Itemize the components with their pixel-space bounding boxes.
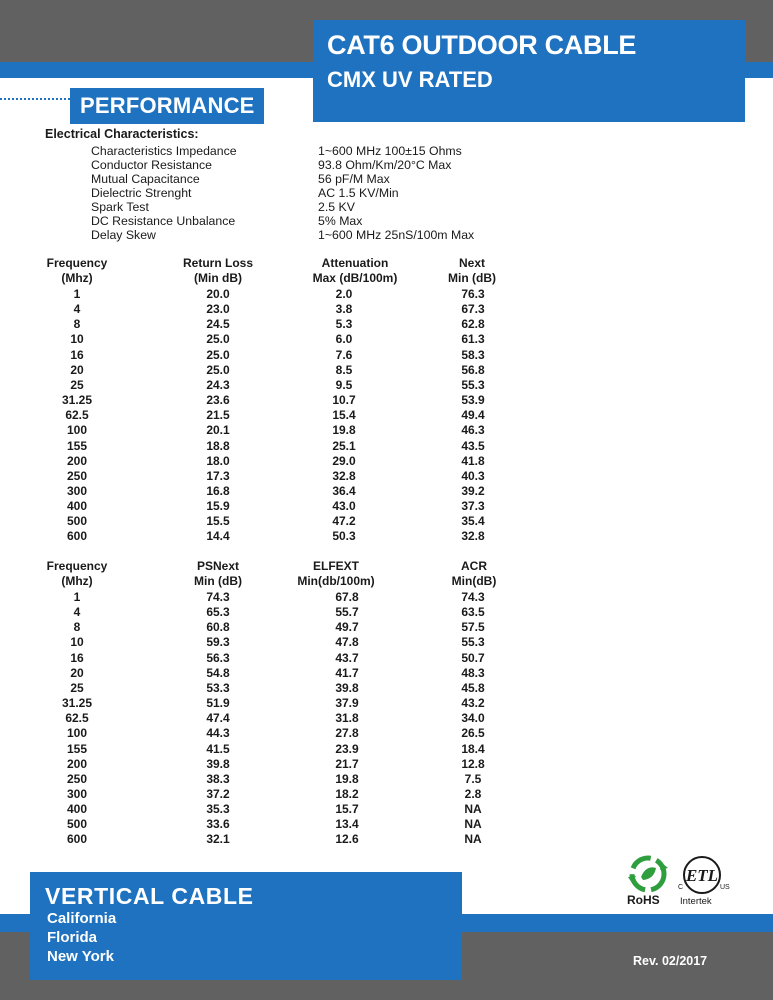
table-cell: 500 — [66, 817, 88, 832]
table-cell: 2.0 — [335, 287, 353, 301]
column-header: Attenuation — [321, 256, 389, 270]
table-cell: 76.3 — [461, 287, 485, 301]
table-row — [0, 666, 773, 681]
table-cell: 53.3 — [206, 680, 230, 695]
table-row — [0, 681, 773, 696]
column-header: (Mhz) — [61, 271, 93, 285]
table-row — [0, 817, 773, 832]
section-title: PERFORMANCE — [80, 93, 255, 118]
electrical-name: Conductor Resistance — [91, 158, 212, 172]
table-row — [0, 635, 773, 650]
etl-us-label: US — [720, 884, 730, 891]
electrical-heading: Electrical Characteristics: — [45, 127, 199, 141]
table-row — [0, 726, 773, 741]
table-cell: 35.4 — [461, 514, 485, 529]
table-cell: 9.5 — [335, 377, 353, 392]
table-cell: 15.5 — [206, 514, 230, 529]
table-cell: 39.8 — [206, 756, 230, 771]
table-cell: 29.0 — [332, 453, 356, 468]
table-cell: 31.8 — [335, 711, 359, 726]
table-cell: 1 — [73, 287, 81, 301]
table-row — [0, 620, 773, 635]
etl-intertek-icon — [674, 853, 732, 897]
intertek-label: Intertek — [680, 896, 712, 907]
table-cell: 1 — [73, 590, 81, 604]
table-cell: 25.0 — [206, 347, 230, 362]
table-cell: 25.0 — [206, 332, 230, 347]
electrical-value: 93.8 Ohm/Km/20°C Max — [318, 158, 452, 172]
location-new-york: New York — [47, 948, 114, 965]
table-row — [0, 287, 773, 302]
table-cell: 54.8 — [206, 665, 230, 680]
table-cell: 44.3 — [206, 726, 230, 741]
table-cell: 100 — [66, 423, 88, 438]
table-cell: 8.5 — [335, 362, 353, 377]
table-cell: 20 — [70, 665, 84, 680]
page-subtitle: CMX UV RATED — [327, 67, 493, 92]
table-cell: 47.4 — [206, 711, 230, 726]
table-cell: 7.5 — [464, 771, 482, 786]
table-row — [0, 423, 773, 438]
table-cell: 18.8 — [206, 438, 230, 453]
table-cell: 25.0 — [206, 362, 230, 377]
table-cell: 74.3 — [206, 590, 230, 604]
column-header: Max (dB/100m) — [312, 271, 398, 285]
electrical-value: 1~600 MHz 25nS/100m Max — [318, 228, 475, 242]
table-cell: 59.3 — [206, 635, 230, 650]
electrical-value: 2.5 KV — [318, 200, 355, 214]
table-cell: 200 — [66, 756, 88, 771]
table-cell: 41.8 — [461, 453, 485, 468]
table-row — [0, 832, 773, 847]
table-row — [0, 529, 773, 544]
table-cell: 155 — [66, 438, 88, 453]
table-cell: 27.8 — [335, 726, 359, 741]
table-cell: 400 — [66, 499, 88, 514]
table-cell: 16 — [70, 347, 84, 362]
electrical-value: 5% Max — [318, 214, 363, 228]
table-cell: 25.1 — [332, 438, 356, 453]
table-cell: 50.7 — [461, 650, 485, 665]
table-row — [0, 757, 773, 772]
electrical-name: DC Resistance Unbalance — [91, 214, 236, 228]
table-cell: 300 — [66, 483, 88, 498]
table-cell: 31.25 — [61, 393, 93, 408]
column-header: Min(db/100m) — [297, 574, 375, 588]
column-header: PSNext — [196, 559, 240, 573]
table-row — [0, 499, 773, 514]
table-row — [0, 348, 773, 363]
table-cell: 67.8 — [335, 590, 359, 604]
table-cell: 40.3 — [461, 468, 485, 483]
table-cell: 49.7 — [335, 620, 359, 635]
table-cell: 39.8 — [335, 680, 359, 695]
table-row — [0, 317, 773, 332]
company-name: VERTICAL CABLE — [45, 883, 254, 909]
column-header: Min(dB) — [451, 574, 497, 588]
table-cell: 61.3 — [461, 332, 485, 347]
table-cell: 23.6 — [206, 393, 230, 408]
table-cell: 23.9 — [335, 741, 359, 756]
table-cell: 51.9 — [206, 696, 230, 711]
table-cell: 21.5 — [206, 408, 230, 423]
column-header: (Min dB) — [194, 271, 242, 285]
table-cell: 53.9 — [461, 393, 485, 408]
table-cell: 3.8 — [335, 302, 353, 317]
table-row — [0, 514, 773, 529]
table-cell: 58.3 — [461, 347, 485, 362]
table-cell: 15.9 — [206, 499, 230, 514]
table-cell: 74.3 — [461, 590, 485, 604]
table-row — [0, 711, 773, 726]
table-cell: 39.2 — [461, 483, 485, 498]
table-cell: 35.3 — [206, 802, 230, 817]
table-cell: 48.3 — [461, 665, 485, 680]
table-cell: 10.7 — [332, 393, 356, 408]
table-row — [0, 696, 773, 711]
column-header: (Mhz) — [61, 574, 93, 588]
table-row — [0, 332, 773, 347]
table-cell: 8 — [73, 317, 81, 332]
table-cell: 31.25 — [61, 696, 93, 711]
table-cell: 24.5 — [206, 317, 230, 332]
table-cell: 55.7 — [335, 605, 359, 620]
column-header: Frequency — [46, 559, 108, 573]
table-cell: 32.8 — [461, 529, 485, 544]
electrical-value: 56 pF/M Max — [318, 172, 390, 186]
table-cell: 62.5 — [65, 408, 89, 423]
table-cell: 19.8 — [335, 771, 359, 786]
table-cell: 300 — [66, 786, 88, 801]
table-row — [0, 408, 773, 423]
table-cell: 250 — [66, 771, 88, 786]
table-cell: 155 — [66, 741, 88, 756]
table-cell: 2.8 — [464, 786, 482, 801]
table-cell: 7.6 — [335, 347, 353, 362]
column-header: Next — [458, 256, 485, 270]
table-row — [0, 454, 773, 469]
electrical-name: Mutual Capacitance — [91, 172, 200, 186]
table-cell: 10 — [70, 635, 84, 650]
etl-mark: ETL — [685, 866, 719, 885]
revision-label: Rev. 02/2017 — [633, 954, 708, 968]
table-cell: 45.8 — [461, 680, 485, 695]
table-row — [0, 590, 773, 605]
table-cell: 500 — [66, 514, 88, 529]
column-header: Min (dB) — [448, 271, 496, 285]
table-cell: 33.6 — [206, 817, 230, 832]
table-cell: 41.5 — [206, 741, 230, 756]
table-cell: 17.3 — [206, 468, 230, 483]
column-header: ACR — [461, 559, 487, 573]
table-cell: 56.8 — [461, 362, 485, 377]
table-cell: 65.3 — [206, 605, 230, 620]
table-cell: 16.8 — [206, 483, 230, 498]
table-cell: 37.3 — [461, 499, 485, 514]
table-cell: 18.2 — [335, 786, 359, 801]
table-cell: 62.8 — [461, 317, 485, 332]
table-cell: 8 — [73, 620, 81, 635]
table-cell: 32.1 — [206, 832, 230, 847]
table-cell: 63.5 — [461, 605, 485, 620]
table-cell: 36.4 — [332, 483, 356, 498]
table-cell: 55.3 — [461, 377, 485, 392]
column-header: Min (dB) — [194, 574, 242, 588]
table-row — [0, 605, 773, 620]
table-row — [0, 393, 773, 408]
table-cell: 24.3 — [206, 377, 230, 392]
table-cell: NA — [464, 802, 482, 817]
table-cell: 20.0 — [206, 287, 230, 301]
table-cell: 49.4 — [461, 408, 485, 423]
table-cell: 43.2 — [461, 696, 485, 711]
table-cell: 67.3 — [461, 302, 485, 317]
table-cell: 46.3 — [461, 423, 485, 438]
table-cell: 12.8 — [461, 756, 485, 771]
etl-c-label: C — [678, 884, 684, 891]
table-row — [0, 378, 773, 393]
table-cell: 56.3 — [206, 650, 230, 665]
table-header — [0, 559, 773, 589]
table-cell: 400 — [66, 802, 88, 817]
table-cell: 47.2 — [332, 514, 356, 529]
column-header: Frequency — [46, 256, 108, 270]
location-florida: Florida — [47, 929, 98, 946]
table-cell: 14.4 — [206, 529, 230, 544]
table-cell: 4 — [73, 605, 81, 620]
table-row — [0, 363, 773, 378]
location-california: California — [47, 910, 117, 927]
table-cell: 10 — [70, 332, 84, 347]
column-header: ELFEXT — [312, 559, 359, 573]
table-cell: 60.8 — [206, 620, 230, 635]
table-cell: 62.5 — [65, 711, 89, 726]
table-cell: 5.3 — [335, 317, 353, 332]
table-row — [0, 772, 773, 787]
table-cell: 25 — [70, 680, 84, 695]
table-cell: 34.0 — [461, 711, 485, 726]
electrical-name: Characteristics Impedance — [91, 144, 237, 158]
table-cell: 43.0 — [332, 499, 356, 514]
table-cell: 25 — [70, 377, 84, 392]
table-cell: 15.4 — [332, 408, 356, 423]
table-row — [0, 802, 773, 817]
table-cell: 20.1 — [206, 423, 230, 438]
table-row — [0, 484, 773, 499]
table-cell: 250 — [66, 468, 88, 483]
table-cell: 37.2 — [206, 786, 230, 801]
table-cell: 47.8 — [335, 635, 359, 650]
electrical-name: Delay Skew — [91, 228, 156, 242]
electrical-value: 1~600 MHz 100±15 Ohms — [318, 144, 462, 158]
table-cell: 100 — [66, 726, 88, 741]
electrical-value: AC 1.5 KV/Min — [318, 186, 399, 200]
table-cell: 38.3 — [206, 771, 230, 786]
table-cell: 21.7 — [335, 756, 359, 771]
table-header — [0, 256, 773, 286]
table-cell: 600 — [66, 529, 88, 544]
table-cell: 43.7 — [335, 650, 359, 665]
electrical-name: Dielectric Strenght — [91, 186, 192, 200]
table-cell: 13.4 — [335, 817, 359, 832]
table-row — [0, 651, 773, 666]
table-cell: 16 — [70, 650, 84, 665]
table-cell: 26.5 — [461, 726, 485, 741]
table-cell: 18.0 — [206, 453, 230, 468]
table-row — [0, 787, 773, 802]
table-cell: 37.9 — [335, 696, 359, 711]
table-cell: 41.7 — [335, 665, 359, 680]
table-cell: 32.8 — [332, 468, 356, 483]
table-cell: 23.0 — [206, 302, 230, 317]
table-cell: 50.3 — [332, 529, 356, 544]
table-cell: 20 — [70, 362, 84, 377]
rohs-label: RoHS — [627, 893, 660, 907]
table-cell: 200 — [66, 453, 88, 468]
rohs-icon — [626, 853, 670, 895]
table-cell: 600 — [66, 832, 88, 847]
table-cell: NA — [464, 817, 482, 832]
table-row — [0, 742, 773, 757]
table-cell: 55.3 — [461, 635, 485, 650]
table-cell: 6.0 — [335, 332, 353, 347]
performance-dotted-rule — [0, 98, 70, 100]
table-row — [0, 439, 773, 454]
table-cell: 18.4 — [461, 741, 485, 756]
electrical-name: Spark Test — [91, 200, 149, 214]
table-row — [0, 469, 773, 484]
table-cell: 57.5 — [461, 620, 485, 635]
table-cell: 4 — [73, 302, 81, 317]
column-header: Return Loss — [182, 256, 253, 270]
table-row — [0, 302, 773, 317]
page-title: CAT6 OUTDOOR CABLE — [327, 30, 637, 60]
table-cell: 43.5 — [461, 438, 485, 453]
table-cell: NA — [464, 832, 482, 847]
table-cell: 12.6 — [335, 832, 359, 847]
table-cell: 15.7 — [335, 802, 359, 817]
table-cell: 19.8 — [332, 423, 356, 438]
